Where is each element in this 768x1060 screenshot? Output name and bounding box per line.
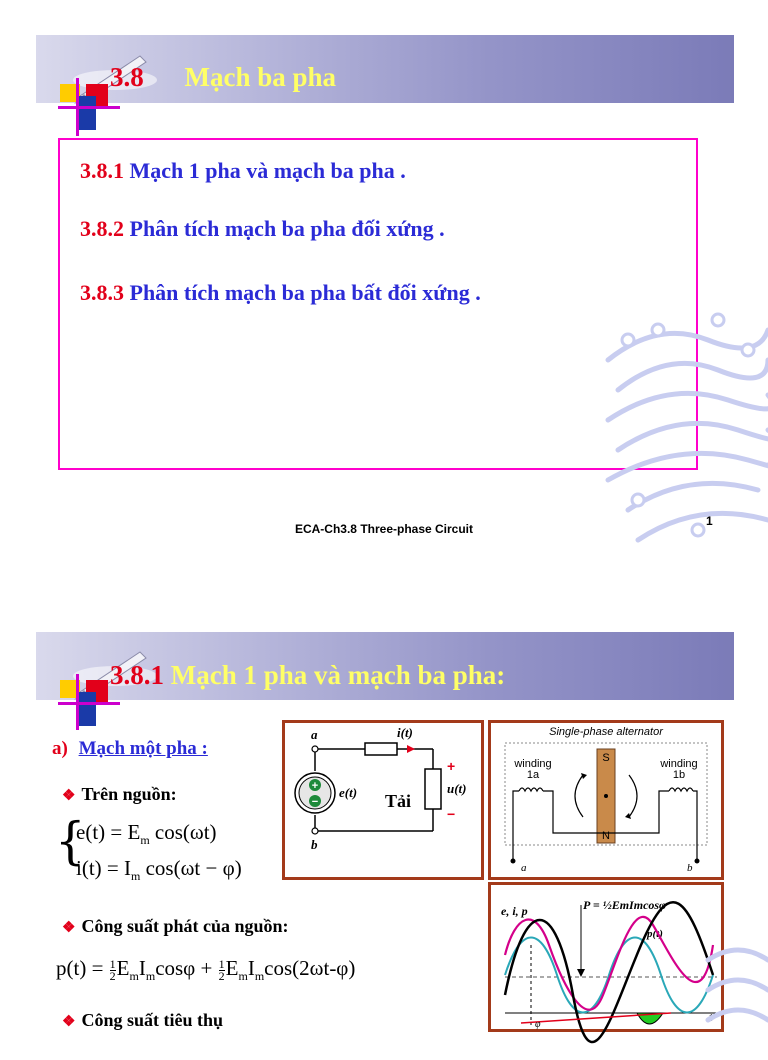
axis-label: e, i, p — [501, 904, 528, 918]
eq-sub: m — [140, 833, 150, 848]
winding-right-label: winding — [660, 758, 698, 770]
diamond-bullet-icon: ❖ — [62, 920, 76, 936]
svg-text:−: − — [311, 796, 319, 808]
eq-sub: m — [145, 969, 156, 984]
pt-label: p(t) — [647, 928, 663, 940]
circuit-pattern-decoration — [598, 300, 768, 560]
bullet-text: Công suất tiêu thụ — [81, 1010, 223, 1030]
circuit-diagram — [285, 723, 481, 877]
eq-part: I — [247, 956, 255, 980]
title-number: 3.8 — [110, 62, 144, 92]
equation-i — [76, 856, 242, 884]
fraction-half — [109, 956, 116, 983]
diamond-bullet-icon: ❖ — [62, 788, 76, 804]
subsection-heading — [52, 738, 208, 760]
slide-title — [110, 660, 505, 691]
blue-square — [78, 96, 96, 130]
eq-sub: m — [238, 969, 248, 984]
eq-sub: m — [254, 969, 265, 984]
frac-num: 1 — [218, 956, 225, 971]
eq-part: cos(ωt − φ) — [140, 856, 242, 880]
diamond-bullet-icon: ❖ — [62, 1014, 76, 1030]
magenta-line-horizontal — [58, 702, 120, 705]
circuit-diagram-panel — [282, 720, 484, 880]
frac-num: 1 — [109, 956, 116, 971]
bullet-text: Công suất phát của nguồn: — [81, 916, 289, 936]
brace-icon: { — [55, 811, 86, 871]
node-a-label: a — [311, 727, 318, 742]
voltage-label: u(t) — [447, 781, 467, 796]
title-label: Mạch 1 pha và mạch ba pha: — [164, 660, 506, 690]
slide-footer: ECA-Ch3.8 Three-phase Circuit — [294, 522, 474, 536]
page-number: 1 — [706, 514, 713, 528]
title-number: 3.8.1 — [110, 660, 164, 690]
title-label: Mạch ba pha — [184, 62, 337, 92]
fraction-half — [218, 956, 225, 983]
eq-part: cos(2ωt-φ) — [264, 956, 356, 980]
equation-p — [56, 956, 355, 984]
plus-label: + — [447, 758, 456, 774]
power-formula: P = ½EmImcosφ — [583, 898, 667, 912]
source-label: e(t) — [339, 785, 358, 800]
circuit-pattern-decoration — [708, 940, 768, 1060]
terminal-b: b — [687, 862, 693, 874]
toc-item-3[interactable] — [80, 280, 481, 306]
node-b-label: b — [311, 837, 318, 852]
toc-item-2[interactable] — [80, 216, 445, 242]
minus-label: − — [447, 806, 456, 822]
toc-text: Phân tích mạch ba pha bất đối xứng . — [124, 280, 481, 305]
blue-square — [78, 692, 96, 726]
eq-part: i(t) = I — [76, 856, 131, 880]
winding-left-id: 1a — [526, 769, 540, 781]
toc-text: Mạch 1 pha và mạch ba pha . — [124, 158, 406, 183]
bullet-text: Trên nguồn: — [81, 784, 177, 804]
subsection-link[interactable]: Mạch một pha : — [78, 738, 208, 759]
eq-part: cosφ + — [155, 956, 218, 980]
alternator-diagram — [491, 723, 721, 877]
eq-sub: m — [129, 969, 139, 984]
eq-sub: m — [131, 869, 141, 884]
eq-part: E — [116, 956, 130, 980]
bullet-source — [62, 784, 177, 805]
eq-part: e(t) = E — [76, 820, 141, 844]
alternator-title: Single-phase alternator — [549, 726, 663, 738]
eq-part: p(t) = — [56, 956, 109, 980]
phi-label: φ — [535, 1019, 541, 1030]
t-label: t — [709, 1010, 713, 1024]
toc-text: Phân tích mạch ba pha đối xứng . — [124, 216, 445, 241]
toc-number: 3.8.2 — [80, 216, 124, 241]
winding-left-label: winding — [514, 758, 552, 770]
frac-den: 2 — [109, 968, 116, 983]
slide-2 — [0, 610, 768, 1030]
toc-number: 3.8.1 — [80, 158, 124, 183]
terminal-a: a — [521, 862, 527, 874]
pole-s: S — [602, 752, 610, 764]
bullet-power — [62, 916, 289, 937]
subsection-prefix: a) — [52, 738, 68, 759]
current-label: i(t) — [397, 725, 413, 740]
winding-right-id: 1b — [672, 769, 686, 781]
waveform-panel — [488, 882, 724, 1032]
magenta-line-horizontal — [58, 106, 120, 109]
bullet-partial — [62, 1010, 223, 1031]
waveform-diagram — [491, 885, 721, 1029]
eq-part: I — [138, 956, 146, 980]
frac-den: 2 — [218, 968, 225, 983]
toc-number: 3.8.3 — [80, 280, 124, 305]
slide-title — [110, 62, 336, 93]
alternator-panel — [488, 720, 724, 880]
eq-part: cos(ωt) — [149, 820, 217, 844]
equation-e — [76, 820, 217, 848]
toc-item-1[interactable] — [80, 158, 406, 184]
svg-text:+: + — [311, 780, 319, 792]
pole-n: N — [602, 830, 610, 842]
load-label: Tải — [385, 791, 412, 811]
eq-part: E — [225, 956, 239, 980]
